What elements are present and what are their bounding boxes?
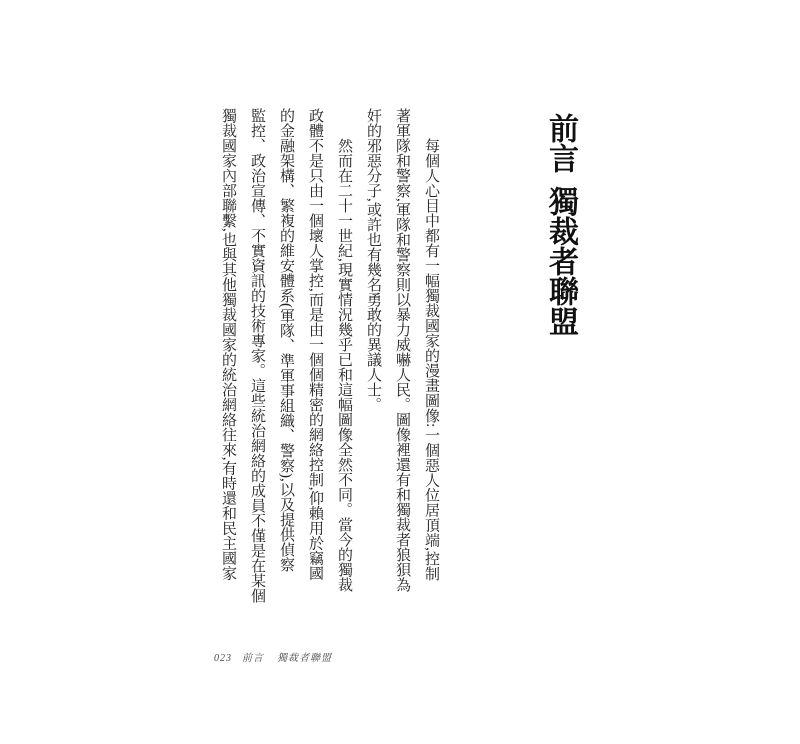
body-column-p2-c2: 政體不是只由一個壞人掌控,而是由一個個精密的網絡控制,仰賴用於竊國 [307, 108, 323, 581]
body-column-p2-c1: 然而在二十一世紀,現實情況幾乎已和這幅圖像全然不同。當今的獨裁 [336, 138, 352, 592]
footer-book-title: 獨裁者聯盟 [277, 653, 332, 664]
page-number: 023 [214, 653, 232, 664]
body-column-p1-c1: 每個人心目中都有一幅獨裁國家的漫畫圖像:一個惡人位居頂端,控制 [423, 138, 439, 581]
chapter-title [543, 113, 577, 673]
body-column-p2-c5: 獨裁國家內部聯繫,也與其他獨裁國家的統治網絡往來,有時還和民主國家 [220, 108, 236, 581]
body-text [220, 108, 438, 608]
footer-section-title: 前言 [242, 653, 264, 664]
body-column-p2-c4: 監控、政治宣傳、不實資訊的技術專家。這些統治網絡的成員不僅是在某個 [249, 108, 265, 603]
body-column-p1-c2: 著軍隊和警察,軍隊和警察則以暴力威嚇人民。圖像裡還有和獨裁者狼狽為 [394, 108, 410, 592]
body-column-p2-c3: 的金融架構、繁複的維安體系(軍隊、準軍事組織、警察),以及提供偵察 [278, 108, 294, 572]
page-footer [214, 649, 332, 664]
body-column-p1-c3: 奸的邪惡分子,或許也有幾名勇敢的異議人士。 [365, 108, 381, 412]
chapter-title-name: 獨裁者聯盟 [544, 186, 577, 336]
chapter-title-label: 前言 [544, 113, 577, 173]
